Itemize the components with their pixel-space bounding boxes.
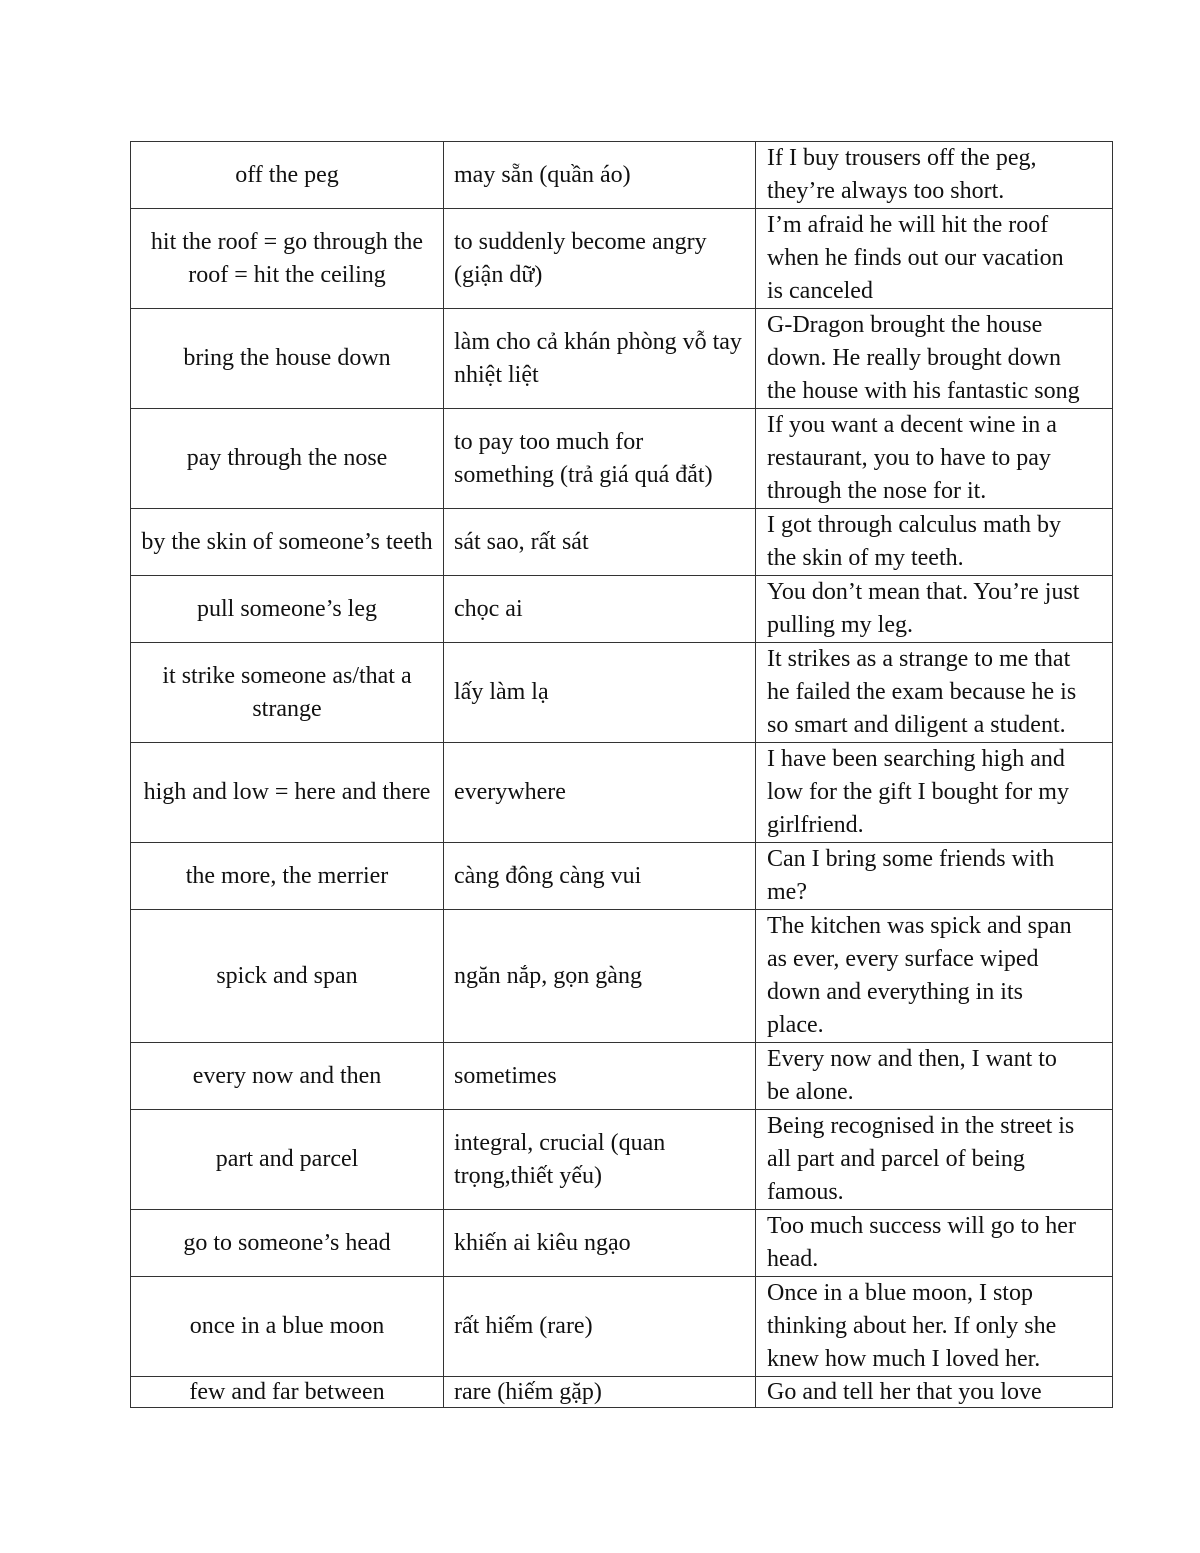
table-row — [131, 1377, 1113, 1408]
meaning-cell: integral, crucial (quan trọng,thiết yếu) — [444, 1110, 756, 1210]
example-cell: If you want a decent wine in a restaurant, you to have to pay through the nose for it. — [756, 409, 1113, 509]
meaning-cell: làm cho cả khán phòng vỗ tay nhiệt liệt — [444, 309, 756, 409]
example-cell: Too much success will go to her head. — [756, 1210, 1113, 1277]
table-row — [131, 409, 1113, 509]
idiom-cell: every now and then — [131, 1043, 444, 1110]
table-row — [131, 1277, 1113, 1377]
meaning-cell: to pay too much for something (trả giá quá đắt) — [444, 409, 756, 509]
meaning-cell: sometimes — [444, 1043, 756, 1110]
table-row — [131, 910, 1113, 1043]
table-row — [131, 309, 1113, 409]
table-row — [131, 209, 1113, 309]
idiom-cell: once in a blue moon — [131, 1277, 444, 1377]
example-cell: The kitchen was spick and span as ever, every surface wiped down and everything in its place. — [756, 910, 1113, 1043]
meaning-cell: ngăn nắp, gọn gàng — [444, 910, 756, 1043]
idiom-cell: few and far between — [131, 1377, 444, 1408]
meaning-cell: everywhere — [444, 743, 756, 843]
idiom-cell: off the peg — [131, 142, 444, 209]
meaning-cell: to suddenly become angry (giận dữ) — [444, 209, 756, 309]
idiom-table — [130, 141, 1113, 1408]
table-row — [131, 1110, 1113, 1210]
table-row — [131, 643, 1113, 743]
meaning-cell: may sẵn (quần áo) — [444, 142, 756, 209]
idiom-cell: the more, the merrier — [131, 843, 444, 910]
example-cell: I have been searching high and low for the gift I bought for my girlfriend. — [756, 743, 1113, 843]
meaning-cell: rất hiếm (rare) — [444, 1277, 756, 1377]
table-row — [131, 142, 1113, 209]
meaning-cell: càng đông càng vui — [444, 843, 756, 910]
idiom-cell: pull someone’s leg — [131, 576, 444, 643]
example-cell: Once in a blue moon, I stop thinking about her. If only she knew how much I loved her. — [756, 1277, 1113, 1377]
idiom-cell: by the skin of someone’s teeth — [131, 509, 444, 576]
table-row — [131, 1043, 1113, 1110]
idiom-cell: pay through the nose — [131, 409, 444, 509]
table-row — [131, 743, 1113, 843]
example-cell: Every now and then, I want to be alone. — [756, 1043, 1113, 1110]
example-cell: I’m afraid he will hit the roof when he finds out our vacation is canceled — [756, 209, 1113, 309]
example-cell: Being recognised in the street is all part and parcel of being famous. — [756, 1110, 1113, 1210]
idiom-cell: go to someone’s head — [131, 1210, 444, 1277]
idiom-cell: bring the house down — [131, 309, 444, 409]
table-row — [131, 509, 1113, 576]
meaning-cell: sát sao, rất sát — [444, 509, 756, 576]
example-cell: G-Dragon brought the house down. He really brought down the house with his fantastic song — [756, 309, 1113, 409]
table-row — [131, 1210, 1113, 1277]
table-row — [131, 843, 1113, 910]
meaning-cell: khiến ai kiêu ngạo — [444, 1210, 756, 1277]
meaning-cell: chọc ai — [444, 576, 756, 643]
example-cell: I got through calculus math by the skin of my teeth. — [756, 509, 1113, 576]
example-cell: If I buy trousers off the peg, they’re always too short. — [756, 142, 1113, 209]
idiom-cell: part and parcel — [131, 1110, 444, 1210]
meaning-cell: lấy làm lạ — [444, 643, 756, 743]
meaning-cell: rare (hiếm gặp) — [444, 1377, 756, 1408]
table-row — [131, 576, 1113, 643]
idiom-cell: spick and span — [131, 910, 444, 1043]
idiom-cell: hit the roof = go through the roof = hit the ceiling — [131, 209, 444, 309]
example-cell: It strikes as a strange to me that he failed the exam because he is so smart and diligent a student. — [756, 643, 1113, 743]
example-cell: You don’t mean that. You’re just pulling my leg. — [756, 576, 1113, 643]
example-cell: Can I bring some friends with me? — [756, 843, 1113, 910]
example-cell: Go and tell her that you love — [756, 1377, 1113, 1408]
idiom-cell: high and low = here and there — [131, 743, 444, 843]
idiom-cell: it strike someone as/that a strange — [131, 643, 444, 743]
